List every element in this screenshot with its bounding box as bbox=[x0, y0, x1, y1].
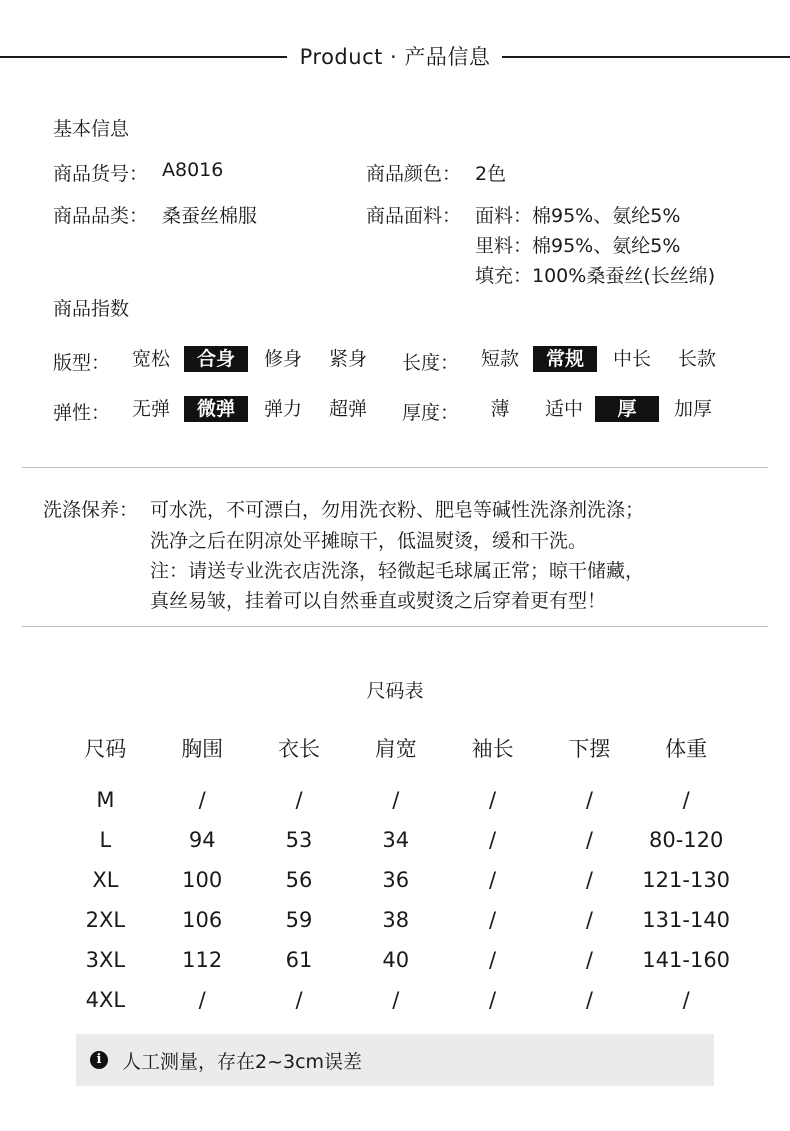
table-cell: 53 bbox=[285, 828, 313, 852]
table-cell: / bbox=[585, 948, 593, 972]
table-cell: / bbox=[392, 788, 400, 812]
table-cell: / bbox=[489, 988, 497, 1012]
fabric-label: 商品面料： bbox=[366, 205, 462, 227]
fit-option: 紧身 bbox=[328, 348, 367, 370]
size-table-title: 尺码表 bbox=[366, 680, 424, 702]
fabric-line: 里料：棉95%、氨纶5% bbox=[475, 235, 681, 257]
table-row bbox=[57, 940, 735, 980]
category-value: 桑蚕丝棉服 bbox=[162, 205, 258, 227]
elasticity-label: 弹性： bbox=[53, 402, 111, 424]
table-cell: 61 bbox=[285, 948, 313, 972]
thickness-label: 厚度： bbox=[402, 402, 460, 424]
table-cell: / bbox=[585, 868, 593, 892]
table-cell: 121-130 bbox=[642, 868, 731, 892]
table-cell: 34 bbox=[382, 828, 410, 852]
care-line: 真丝易皱，挂着可以自然垂直或熨烫之后穿着更有型！ bbox=[150, 590, 607, 612]
size-table-header-row bbox=[57, 724, 735, 772]
table-cell: / bbox=[489, 948, 497, 972]
info-icon: i bbox=[90, 1051, 108, 1069]
page-title-text: Product · 产品信息 bbox=[290, 45, 501, 69]
column-header: 下摆 bbox=[568, 737, 611, 761]
item-no-label: 商品货号： bbox=[53, 163, 149, 185]
table-row bbox=[57, 900, 735, 940]
fabric-line: 面料：棉95%、氨纶5% bbox=[475, 205, 681, 227]
care-label: 洗涤保养： bbox=[43, 499, 139, 521]
table-cell: 80-120 bbox=[648, 828, 724, 852]
basic-info-heading: 基本信息 bbox=[53, 118, 130, 140]
column-header: 尺码 bbox=[84, 737, 127, 761]
table-cell: 106 bbox=[182, 908, 223, 932]
table-cell: 36 bbox=[382, 868, 410, 892]
elasticity-option: 超弹 bbox=[328, 398, 367, 420]
fit-option: 修身 bbox=[263, 348, 302, 370]
table-cell: XL bbox=[92, 868, 119, 892]
table-cell: / bbox=[489, 788, 497, 812]
table-cell: / bbox=[585, 908, 593, 932]
table-row bbox=[57, 780, 735, 820]
table-cell: 141-160 bbox=[642, 948, 731, 972]
table-cell: / bbox=[585, 988, 593, 1012]
color-label: 商品颜色： bbox=[366, 163, 462, 185]
table-cell: M bbox=[96, 788, 115, 812]
fabric-line: 填充：100%桑蚕丝(长丝绵) bbox=[475, 265, 716, 287]
size-table bbox=[57, 724, 735, 1020]
thickness-option: 适中 bbox=[544, 398, 583, 420]
table-cell: / bbox=[489, 828, 497, 852]
column-header: 衣长 bbox=[277, 737, 320, 761]
fit-option: 宽松 bbox=[131, 348, 170, 370]
index-heading: 商品指数 bbox=[53, 298, 130, 320]
table-cell: / bbox=[682, 788, 690, 812]
length-label: 长度： bbox=[402, 352, 460, 374]
table-cell: 3XL bbox=[85, 948, 126, 972]
table-cell: 131-140 bbox=[642, 908, 731, 932]
care-line: 注：请送专业洗衣店洗涤，轻微起毛球属正常；晾干储藏， bbox=[150, 560, 645, 582]
color-value: 2色 bbox=[475, 163, 507, 185]
table-cell: / bbox=[198, 988, 206, 1012]
table-cell: / bbox=[198, 788, 206, 812]
table-cell: / bbox=[295, 788, 303, 812]
table-cell: 2XL bbox=[85, 908, 126, 932]
table-cell: 112 bbox=[182, 948, 223, 972]
care-line: 可水洗，不可漂白，勿用洗衣粉、肥皂等碱性洗涤剂洗涤； bbox=[150, 499, 645, 521]
fit-label: 版型： bbox=[53, 352, 111, 374]
item-no-value: A8016 bbox=[162, 159, 224, 181]
category-label: 商品品类： bbox=[53, 205, 149, 227]
length-option: 短款 bbox=[480, 348, 519, 370]
length-option: 中长 bbox=[612, 348, 651, 370]
table-cell: 4XL bbox=[85, 988, 126, 1012]
divider bbox=[22, 467, 768, 468]
table-row bbox=[57, 820, 735, 860]
table-row bbox=[57, 860, 735, 900]
table-cell: 56 bbox=[285, 868, 313, 892]
column-header: 袖长 bbox=[471, 737, 514, 761]
column-header: 肩宽 bbox=[374, 737, 417, 761]
table-cell: 59 bbox=[285, 908, 313, 932]
measurement-note bbox=[76, 1034, 714, 1086]
column-header: 体重 bbox=[665, 737, 708, 761]
fit-option: 合身 bbox=[184, 346, 248, 372]
length-option: 长款 bbox=[677, 348, 716, 370]
length-option: 常规 bbox=[533, 346, 597, 372]
thickness-option: 厚 bbox=[595, 396, 659, 422]
page-title bbox=[0, 41, 790, 71]
care-line: 洗净之后在阴凉处平摊晾干，低温熨烫，缓和干洗。 bbox=[150, 530, 588, 552]
table-cell: / bbox=[489, 908, 497, 932]
table-cell: / bbox=[489, 868, 497, 892]
table-cell: 40 bbox=[382, 948, 410, 972]
table-cell: / bbox=[392, 988, 400, 1012]
table-cell: 94 bbox=[188, 828, 216, 852]
elasticity-option: 弹力 bbox=[263, 398, 302, 420]
table-cell: 38 bbox=[382, 908, 410, 932]
table-cell: / bbox=[585, 788, 593, 812]
table-cell: / bbox=[295, 988, 303, 1012]
elasticity-option: 微弹 bbox=[184, 396, 248, 422]
thickness-option: 加厚 bbox=[673, 398, 712, 420]
thickness-option: 薄 bbox=[490, 398, 510, 420]
table-cell: / bbox=[682, 988, 690, 1012]
table-cell: 100 bbox=[182, 868, 223, 892]
table-cell: L bbox=[99, 828, 112, 852]
divider bbox=[22, 626, 768, 627]
elasticity-option: 无弹 bbox=[131, 398, 170, 420]
table-cell: / bbox=[585, 828, 593, 852]
table-row bbox=[57, 980, 735, 1020]
note-text: 人工测量，存在2~3cm误差 bbox=[122, 1051, 363, 1073]
column-header: 胸围 bbox=[181, 737, 224, 761]
